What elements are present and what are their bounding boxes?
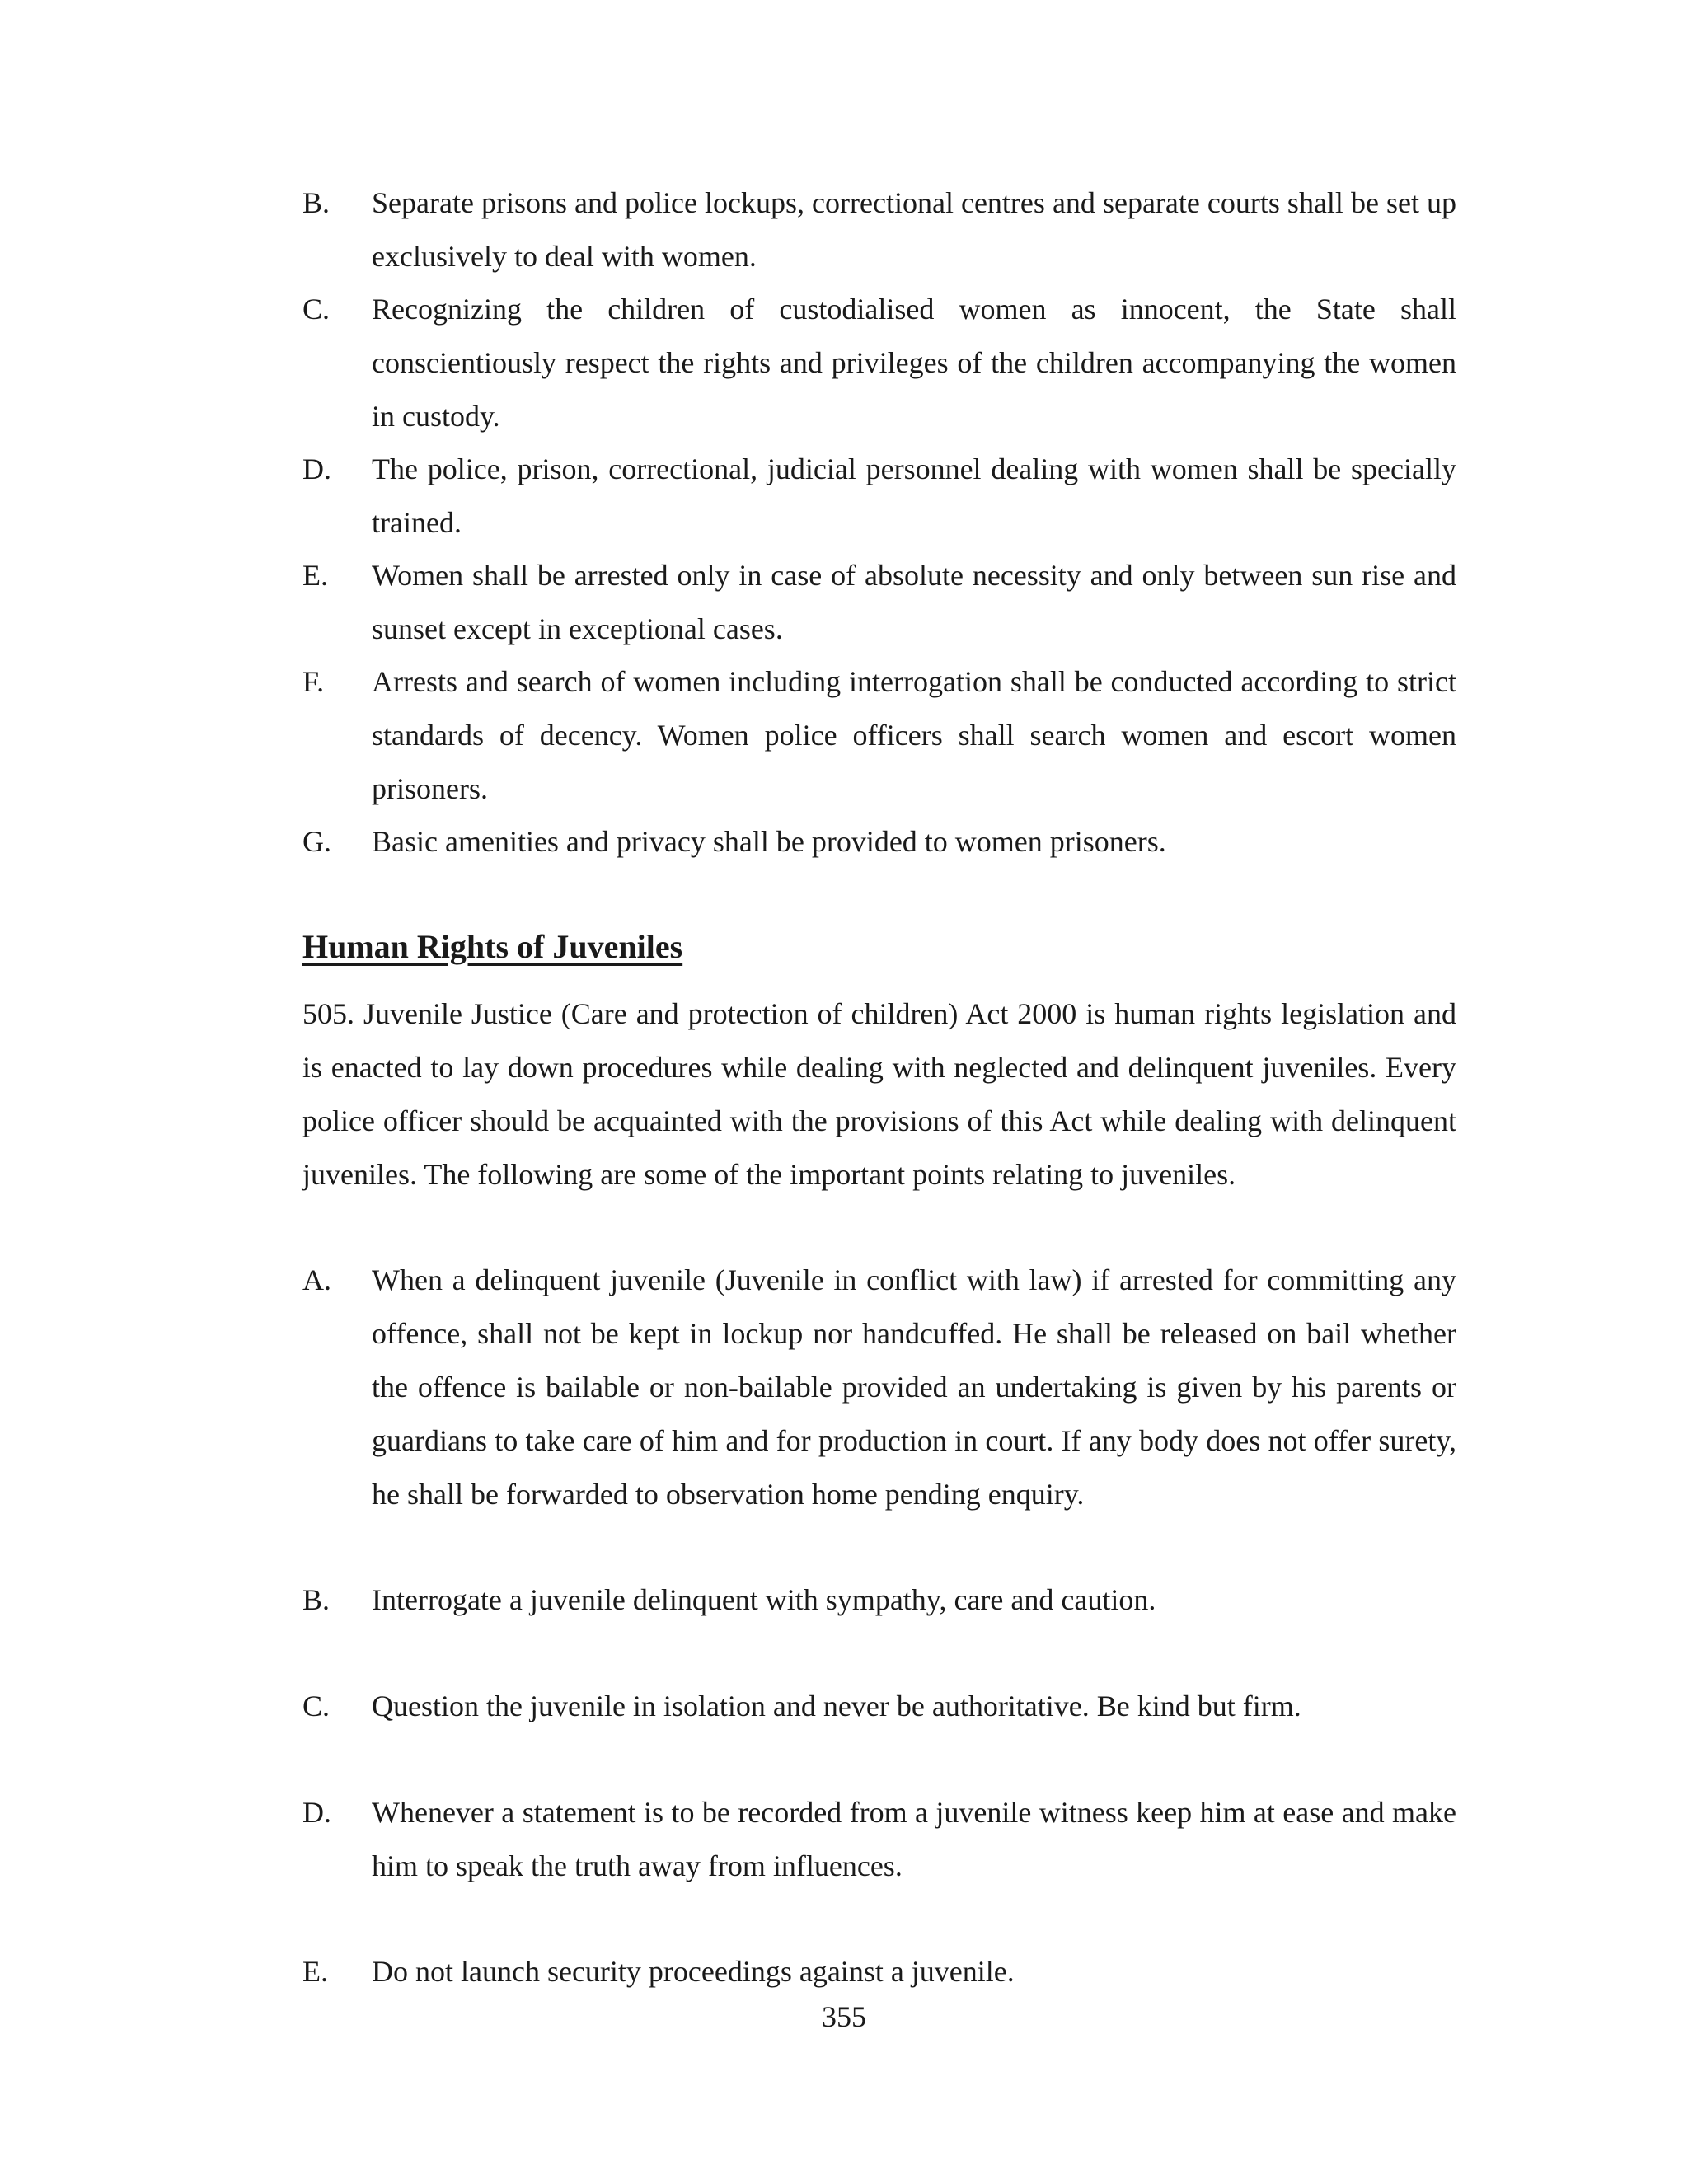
list-item-label: E. bbox=[302, 1955, 328, 1988]
list-item bbox=[302, 283, 1456, 443]
list-item bbox=[302, 1680, 1456, 1733]
list-item bbox=[302, 443, 1456, 550]
list-item-label: B. bbox=[302, 186, 331, 219]
list-item-text: The police, prison, correctional, judicial personnel dealing with women shall be specially trained. bbox=[372, 452, 1456, 539]
list-item-label: D. bbox=[302, 1796, 331, 1829]
list-item-label: D. bbox=[302, 452, 331, 485]
list-item-label: A. bbox=[302, 1263, 331, 1296]
list-item-text: Recognizing the children of custodialised women as innocent, the State shall conscientiously respect the rights and privileges of the children accompanying the women in custody. bbox=[372, 293, 1456, 433]
list-item-text: Women shall be arrested only in case of absolute necessity and only between sun rise and sunset except in exceptional cases. bbox=[372, 559, 1456, 645]
list-item-text: When a delinquent juvenile (Juvenile in conflict with law) if arrested for committing any offence, shall not be kept in lockup nor handcuffed. He shall be released on bail whether the offence is bailable or non-bailable provided an undertaking is given by his parents or guardians to take care of him and for production in court. If any body does not offer surety, he shall be forwarded to observation home pending enquiry. bbox=[372, 1263, 1456, 1511]
list-item bbox=[302, 1945, 1456, 1999]
list-item-text: Interrogate a juvenile delinquent with sympathy, care and caution. bbox=[372, 1583, 1156, 1616]
list-item bbox=[302, 1786, 1456, 1893]
list-item-text: Arrests and search of women including interrogation shall be conducted according to strict standards of decency. Women police officers shall search women and escort women prisoners. bbox=[372, 665, 1456, 805]
page-number: 355 bbox=[822, 2000, 866, 2033]
list-item-label: C. bbox=[302, 293, 331, 326]
section-paragraph: 505. Juvenile Justice (Care and protection of children) Act 2000 is human rights legislation and is enacted to lay down procedures while dealing with neglected and delinquent juveniles. Every police officer should be acquainted with the provisions of this Act while dealing with delinquent juveniles. The following are some of the important points relating to juveniles. bbox=[302, 997, 1456, 1191]
list-item-text: Basic amenities and privacy shall be provided to women prisoners. bbox=[372, 825, 1166, 858]
list-item-label: B. bbox=[302, 1583, 331, 1616]
list-item bbox=[302, 815, 1456, 869]
list-item-label: F. bbox=[302, 665, 325, 698]
list-item-label: G. bbox=[302, 825, 331, 858]
list-item-text: Question the juvenile in isolation and never be authoritative. Be kind but firm. bbox=[372, 1690, 1301, 1722]
list-item-text: Whenever a statement is to be recorded from a juvenile witness keep him at ease and make him to speak the truth away from influences. bbox=[372, 1796, 1456, 1882]
list-item-text: Separate prisons and police lockups, correctional centres and separate courts shall be set up exclusively to deal with women. bbox=[372, 186, 1456, 273]
list-item-label: C. bbox=[302, 1690, 331, 1722]
list-item bbox=[302, 176, 1456, 284]
list-item bbox=[302, 1573, 1456, 1627]
list-item-text: Do not launch security proceedings against a juvenile. bbox=[372, 1955, 1015, 1988]
list-item-label: E. bbox=[302, 559, 328, 592]
section-heading: Human Rights of Juveniles bbox=[302, 928, 683, 965]
list-item bbox=[302, 549, 1456, 656]
list-item bbox=[302, 655, 1456, 816]
list-item bbox=[302, 1254, 1456, 1521]
